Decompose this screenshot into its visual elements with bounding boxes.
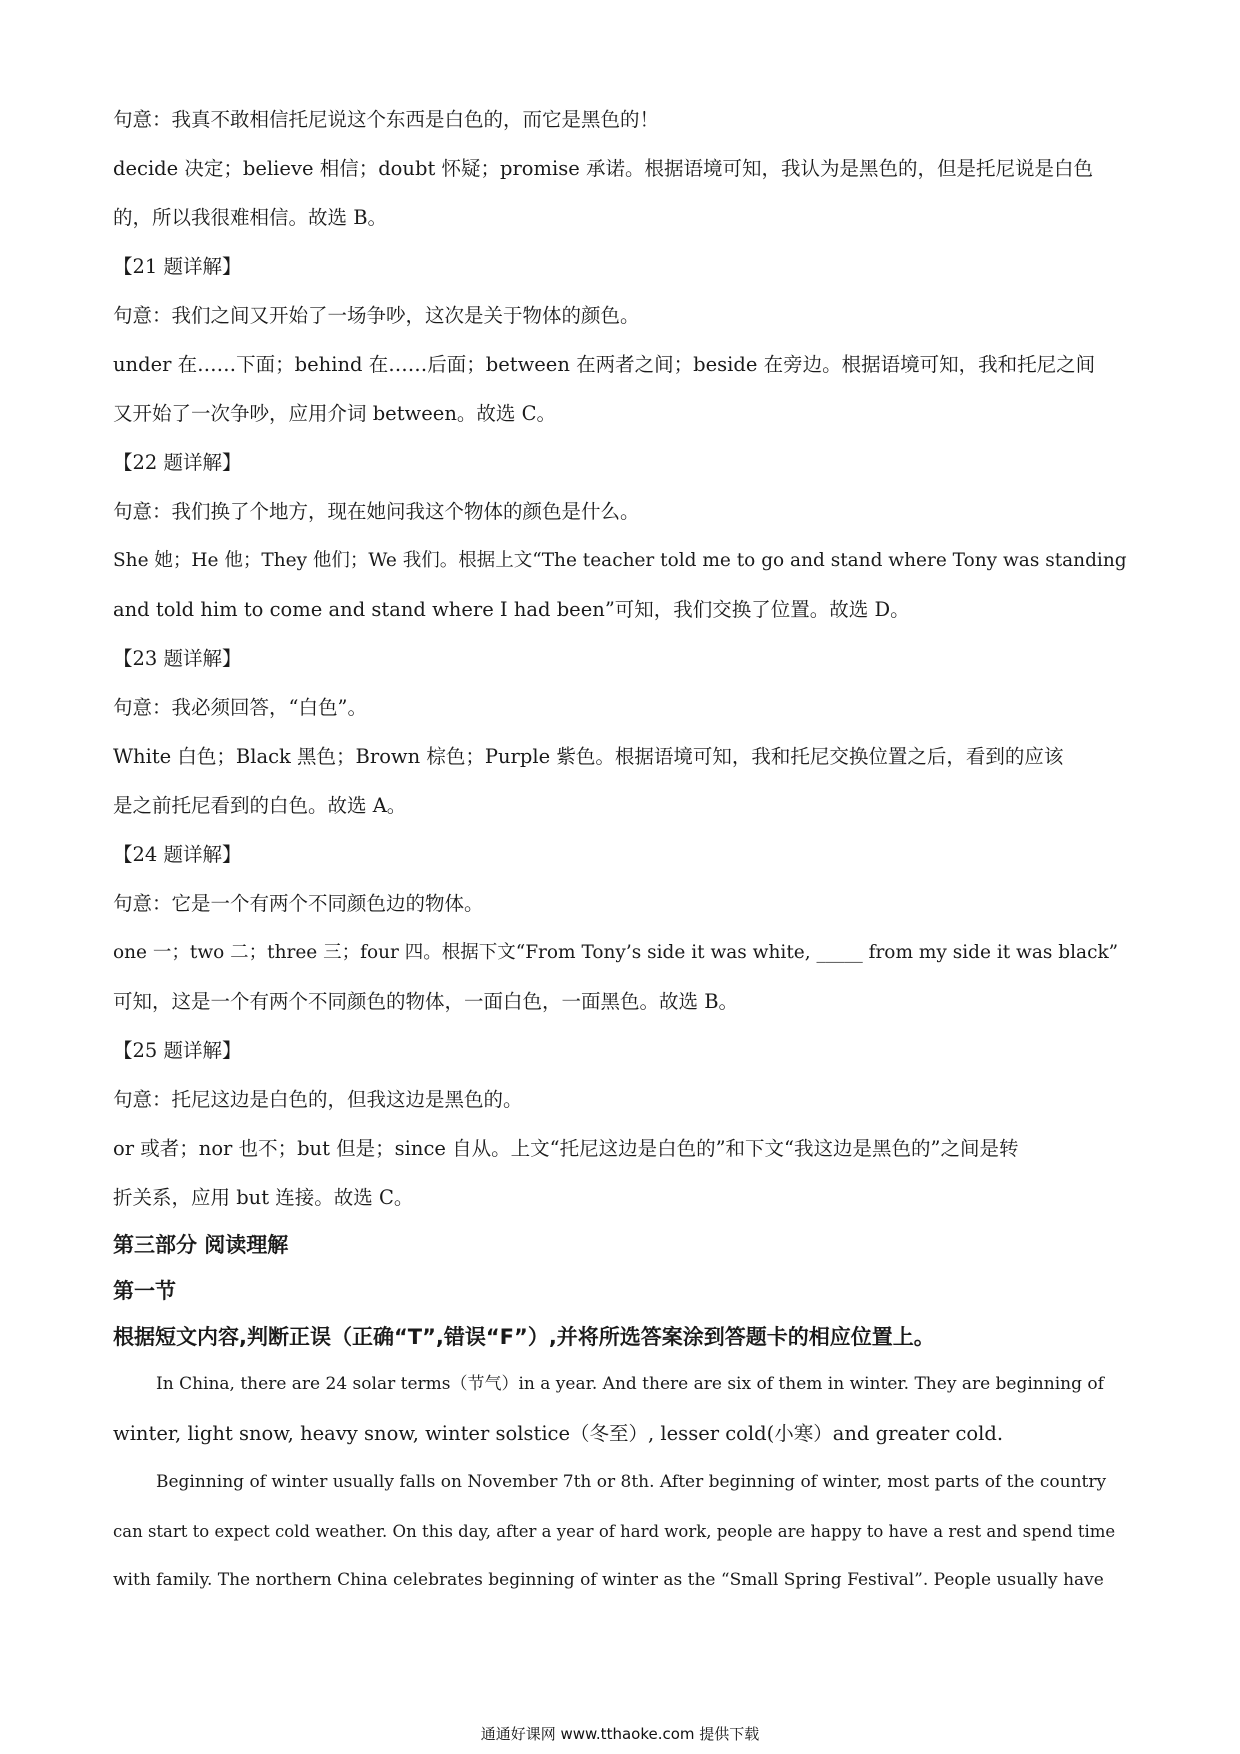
text-line: She 她；He 他；They 他们；We 我们。根据上文“The teacher told me to go and stand where Tony was standing xyxy=(113,550,1127,571)
question-heading-21: 【21 题详解】 xyxy=(113,255,242,278)
passage-line: can start to expect cold weather. On this day, after a year of hard work, people are happy to have a rest and spend time xyxy=(113,1522,1116,1541)
text-line: or 或者；nor 也不；but 但是；since 自从。上文“托尼这边是白色的”和下文“我这边是黑色的”之间是转 xyxy=(113,1137,1019,1160)
text-line: and told him to come and stand where I had been”可知，我们交换了位置。故选 D。 xyxy=(113,598,910,621)
page-footer: 通通好课网 www.tthaoke.com 提供下载 xyxy=(480,1725,760,1743)
text-line: 折关系，应用 but 连接。故选 C。 xyxy=(113,1186,414,1209)
passage-line: Beginning of winter usually falls on November 7th or 8th. After beginning of winter, most parts of the country xyxy=(156,1472,1107,1492)
question-heading-25: 【25 题详解】 xyxy=(113,1039,242,1062)
text-line: 句意：我们之间又开始了一场争吵，这次是关于物体的颜色。 xyxy=(113,304,640,327)
document-page xyxy=(113,95,1130,1605)
text-line: 句意：我必须回答，“白色”。 xyxy=(113,696,367,719)
text-line: 可知，这是一个有两个不同颜色的物体，一面白色，一面黑色。故选 B。 xyxy=(113,990,739,1013)
text-line: 又开始了一次争吵，应用介词 between。故选 C。 xyxy=(113,402,557,425)
text-line: 句意：我真不敢相信托尼说这个东西是白色的，而它是黑色的！ xyxy=(113,108,660,131)
text-line: 的，所以我很难相信。故选 B。 xyxy=(113,206,388,229)
text-line: one 一；two 二；three 三；four 四。根据下文“From Tony’s side it was white, _____ from my side it was black” xyxy=(113,942,1119,963)
subsection-title: 第一节 xyxy=(113,1279,176,1303)
passage-line: with family. The northern China celebrates beginning of winter as the “Small Spring Festival”. People usually have xyxy=(113,1570,1104,1590)
question-heading-23: 【23 题详解】 xyxy=(113,647,242,670)
text-line: under 在……下面；behind 在……后面；between 在两者之间；beside 在旁边。根据语境可知，我和托尼之间 xyxy=(113,353,1096,376)
passage-line: In China, there are 24 solar terms（节气）in a year. And there are six of them in winter. They are beginning of xyxy=(156,1374,1104,1394)
text-line: 句意：托尼这边是白色的，但我这边是黑色的。 xyxy=(113,1088,523,1111)
text-line: 句意：它是一个有两个不同颜色边的物体。 xyxy=(113,892,484,915)
text-line: 句意：我们换了个地方，现在她问我这个物体的颜色是什么。 xyxy=(113,500,640,523)
text-line: White 白色；Black 黑色；Brown 棕色；Purple 紫色。根据语境可知，我和托尼交换位置之后，看到的应该 xyxy=(113,745,1064,768)
text-line: decide 决定；believe 相信；doubt 怀疑；promise 承诺。根据语境可知，我认为是黑色的，但是托尼说是白色 xyxy=(113,157,1094,180)
question-heading-24: 【24 题详解】 xyxy=(113,843,242,866)
question-heading-22: 【22 题详解】 xyxy=(113,451,242,474)
instructions: 根据短文内容,判断正误（正确“T”,错误“F”）,并将所选答案涂到答题卡的相应位置上。 xyxy=(113,1325,935,1349)
section-title: 第三部分 阅读理解 xyxy=(113,1233,289,1257)
text-line: 是之前托尼看到的白色。故选 A。 xyxy=(113,794,407,817)
passage-line: winter, light snow, heavy snow, winter solstice（冬至）, lesser cold(小寒）and greater cold. xyxy=(113,1422,1004,1445)
